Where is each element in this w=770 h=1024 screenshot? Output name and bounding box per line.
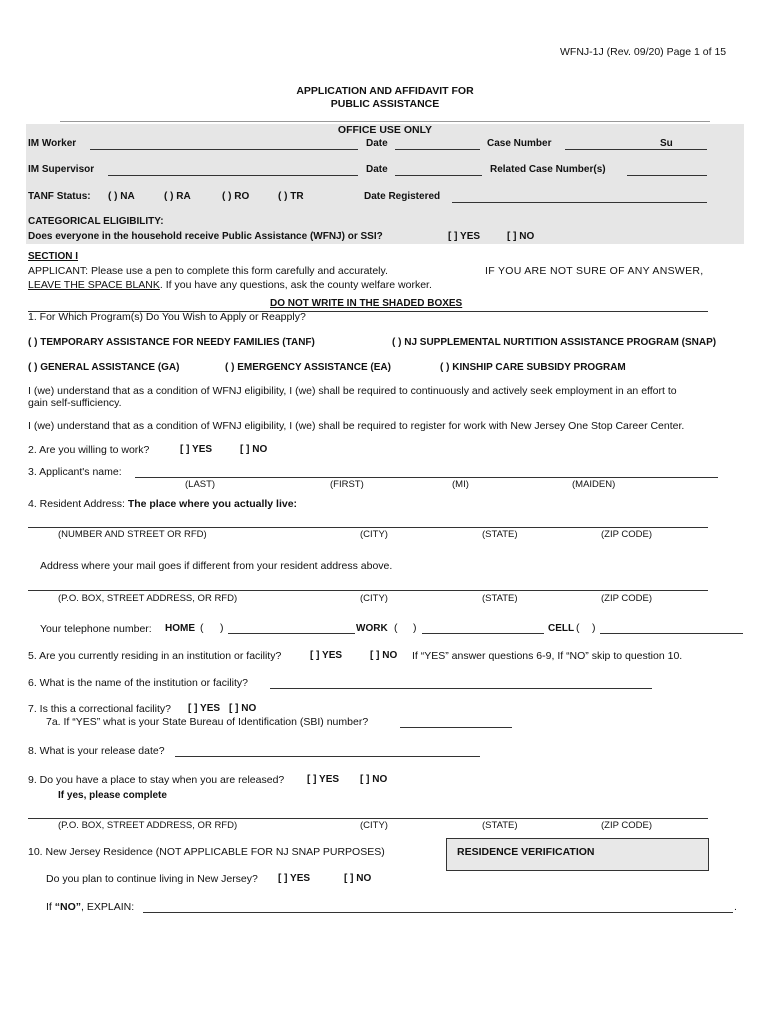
q6-text: 6. What is the name of the institution or facility?: [28, 677, 249, 689]
q9-text: 9. Do you have a place to stay when you are released?: [28, 774, 285, 786]
institution-name-field[interactable]: [270, 688, 652, 689]
q2-yes[interactable]: [ ] YES: [180, 444, 213, 455]
q2-no[interactable]: [ ] NO: [240, 444, 268, 455]
paren-open: (: [394, 622, 398, 634]
q2-text: 2. Are you willing to work?: [28, 444, 150, 456]
im-supervisor-field: [108, 175, 358, 176]
date-field: [395, 175, 482, 176]
q9-sub: If yes, please complete: [58, 790, 167, 801]
zip-caption: (ZIP CODE): [601, 529, 653, 540]
release-address-field[interactable]: [28, 818, 708, 819]
paren-close: ): [220, 622, 224, 634]
q10-no[interactable]: [ ] NO: [344, 873, 372, 884]
q7-text: 7. Is this a correctional facility?: [28, 703, 171, 715]
city-caption: (CITY): [360, 593, 388, 604]
categorical-yes: [ ] YES: [448, 231, 481, 242]
mail-address-field[interactable]: [28, 590, 708, 591]
q4-emph: The place where you actually live:: [127, 498, 298, 510]
resident-address-field[interactable]: [28, 527, 708, 528]
continue-living-text: Do you plan to continue living in New Jersey?: [46, 873, 258, 885]
q5-text: 5. Are you currently residing in an institution or facility?: [28, 650, 282, 662]
im-supervisor-label: IM Supervisor: [28, 164, 95, 175]
middle-initial-caption: (MI): [452, 479, 469, 490]
home-phone-field[interactable]: [228, 633, 355, 634]
program-ea-option[interactable]: ( ) EMERGENCY ASSISTANCE (EA): [225, 362, 391, 373]
paren-close: ): [413, 622, 417, 634]
explain-pre: If: [46, 901, 55, 913]
tanf-ro-option: ( ) RO: [222, 191, 250, 202]
city-caption: (CITY): [360, 529, 388, 540]
leave-blank-rest: . If you have any questions, ask the county welfare worker.: [159, 279, 432, 291]
paren-open: (: [200, 622, 204, 634]
applicant-instruction-caps: IF YOU ARE NOT SURE OF ANY ANSWER,: [485, 265, 704, 277]
date-label: Date: [366, 164, 388, 175]
date-registered-label: Date Registered: [364, 191, 441, 202]
q5-no[interactable]: [ ] NO: [370, 650, 398, 661]
q10-text: 10. New Jersey Residence (NOT APPLICABLE FOR NJ SNAP PURPOSES): [28, 846, 385, 858]
date-registered-field: [452, 202, 707, 203]
program-kinship-option[interactable]: ( ) KINSHIP CARE SUBSIDY PROGRAM: [440, 362, 626, 373]
first-name-caption: (FIRST): [330, 479, 364, 490]
statement-employment: I (we) understand that as a condition of WFNJ eligibility, I (we) shall be required to continuously and actively seek employment in an effort to: [28, 385, 677, 397]
name-field[interactable]: [135, 477, 718, 478]
explain-label: [46, 901, 134, 913]
statement-register: I (we) understand that as a condition of WFNJ eligibility, I (we) shall be required to register for work with New Jersey One Stop Career Center.: [28, 420, 685, 432]
leave-blank-emph: LEAVE THE SPACE BLANK: [28, 279, 160, 291]
work-phone-field[interactable]: [422, 633, 544, 634]
q9-yes[interactable]: [ ] YES: [307, 774, 340, 785]
period: .: [734, 901, 737, 913]
tanf-tr-option: ( ) TR: [278, 191, 304, 202]
telephone-text: Your telephone number:: [40, 623, 152, 635]
explain-no: “NO”: [54, 901, 82, 913]
program-tanf-option[interactable]: ( ) TEMPORARY ASSISTANCE FOR NEEDY FAMILIES (TANF): [28, 337, 315, 348]
mail-address-text: Address where your mail goes if different from your resident address above.: [40, 560, 393, 572]
street-caption: (NUMBER AND STREET OR RFD): [58, 529, 207, 540]
q4-label: 4. Resident Address:: [28, 498, 128, 510]
q10-yes[interactable]: [ ] YES: [278, 873, 311, 884]
tanf-ra-option: ( ) RA: [164, 191, 191, 202]
home-label: HOME: [165, 623, 195, 634]
su-label: Su: [660, 138, 673, 149]
date-field: [395, 149, 480, 150]
release-date-field[interactable]: [175, 756, 480, 757]
zip-caption: (ZIP CODE): [601, 593, 653, 604]
po-caption: (P.O. BOX, STREET ADDRESS, OR RFD): [58, 820, 238, 831]
state-caption: (STATE): [482, 820, 518, 831]
last-name-caption: (LAST): [185, 479, 216, 490]
im-worker-field: [90, 149, 358, 150]
leave-blank-text: [28, 279, 432, 291]
related-case-label: Related Case Number(s): [490, 164, 606, 175]
q7-no[interactable]: [ ] NO: [229, 703, 257, 714]
q7-yes[interactable]: [ ] YES: [188, 703, 221, 714]
q4-text: [28, 498, 297, 510]
q5-yes[interactable]: [ ] YES: [310, 650, 343, 661]
categorical-no: [ ] NO: [507, 231, 535, 242]
residence-verification-label: RESIDENCE VERIFICATION: [457, 846, 595, 858]
cell-label: CELL: [548, 623, 575, 634]
explain-post: , EXPLAIN:: [81, 901, 135, 913]
q1-text: 1. For Which Program(s) Do You Wish to Apply or Reapply?: [28, 311, 306, 323]
city-caption: (CITY): [360, 820, 388, 831]
zip-caption: (ZIP CODE): [601, 820, 653, 831]
tanf-na-option: ( ) NA: [108, 191, 135, 202]
explain-field[interactable]: [143, 912, 733, 913]
q5-instruction: If “YES” answer questions 6-9, If “NO” skip to question 10.: [412, 650, 683, 662]
do-not-write-note: DO NOT WRITE IN THE SHADED BOXES: [270, 298, 463, 309]
office-use-title: OFFICE USE ONLY: [337, 124, 433, 136]
maiden-name-caption: (MAIDEN): [572, 479, 616, 490]
related-case-field: [627, 175, 707, 176]
po-caption: (P.O. BOX, STREET ADDRESS, OR RFD): [58, 593, 238, 604]
categorical-question: Does everyone in the household receive Public Assistance (WFNJ) or SSI?: [28, 231, 383, 242]
section-title: SECTION I: [28, 251, 79, 262]
q8-text: 8. What is your release date?: [28, 745, 165, 757]
q7a-text: 7a. If “YES” what is your State Bureau of Identification (SBI) number?: [46, 716, 369, 728]
program-ga-option[interactable]: ( ) GENERAL ASSISTANCE (GA): [28, 362, 180, 373]
categorical-title: CATEGORICAL ELIGIBILITY:: [28, 216, 164, 227]
work-label: WORK: [356, 623, 388, 634]
sbi-number-field[interactable]: [400, 727, 512, 728]
paren-open: (: [576, 622, 580, 634]
state-caption: (STATE): [482, 593, 518, 604]
tanf-status-label: TANF Status:: [28, 191, 91, 202]
state-caption: (STATE): [482, 529, 518, 540]
paren-close: ): [592, 622, 596, 634]
applicant-instruction: APPLICANT: Please use a pen to complete this form carefully and accurately.: [28, 265, 388, 277]
form-title-line1: APPLICATION AND AFFIDAVIT FOR: [296, 85, 474, 97]
form-title-line2: PUBLIC ASSISTANCE: [330, 98, 440, 110]
program-snap-option[interactable]: ( ) NJ SUPPLEMENTAL NURTITION ASSISTANCE PROGRAM (SNAP): [392, 337, 717, 348]
im-worker-label: IM Worker: [28, 138, 77, 149]
date-label: Date: [366, 138, 388, 149]
divider: [60, 121, 710, 122]
q3-text: 3. Applicant's name:: [28, 466, 122, 478]
q9-no[interactable]: [ ] NO: [360, 774, 388, 785]
form-id: WFNJ-1J (Rev. 09/20) Page 1 of 15: [560, 46, 727, 58]
case-number-label: Case Number: [487, 138, 552, 149]
statement-employment-cont: gain self-sufficiency.: [28, 397, 122, 409]
case-number-field: [565, 149, 707, 150]
cell-phone-field[interactable]: [600, 633, 743, 634]
